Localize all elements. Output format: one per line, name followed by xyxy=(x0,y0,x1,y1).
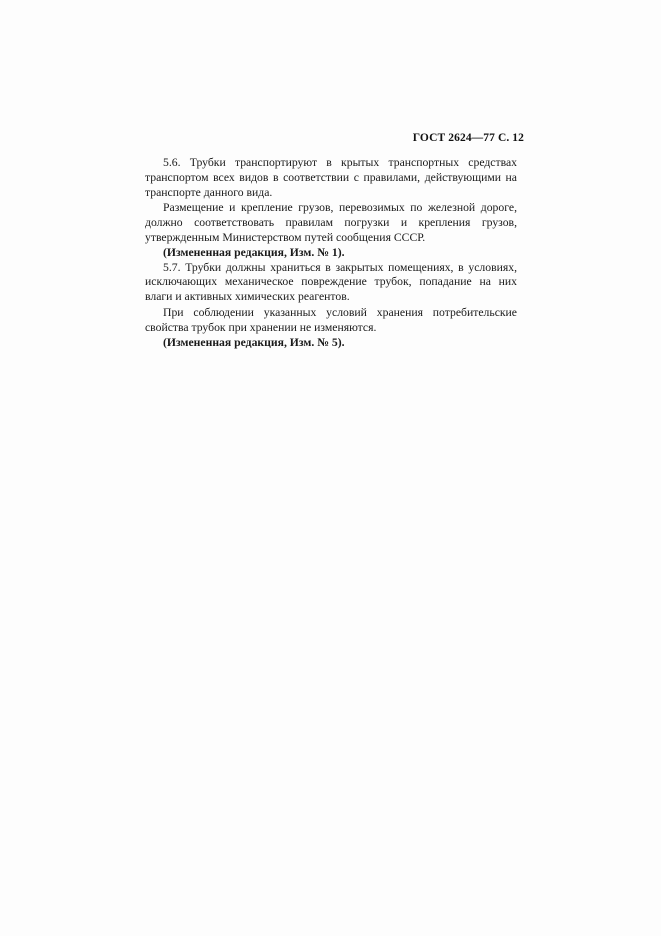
paragraph-cargo-placement: Размещение и крепление грузов, перевозимых по железной дороге, должно соответствовать правилам погрузки и крепления грузов, утвержденным Министерством путей сообщения СССР. xyxy=(145,201,517,244)
amendment-note-5: (Измененная редакция, Изм. № 5). xyxy=(163,335,345,349)
paragraph-5-7: 5.7. Трубки должны храниться в закрытых помещениях, в условиях, исключающих механическое повреждение трубок, попадание на них влаги и активных химических реагентов. xyxy=(145,260,517,304)
paragraph-5-6: 5.6. Трубки транспортируют в крытых транспортных средствах транспортом всех видов в соответствии с правилами, действующими на транспорте данного вида. xyxy=(145,156,517,199)
amendment-note-1: (Измененная редакция, Изм. № 1). xyxy=(163,245,345,259)
document-body xyxy=(145,156,517,350)
paragraph-storage-conditions: При соблюдении указанных условий хранения потребительские свойства трубок при хранении не изменяются. xyxy=(145,305,517,334)
running-header: ГОСТ 2624—77 С. 12 xyxy=(412,132,524,144)
